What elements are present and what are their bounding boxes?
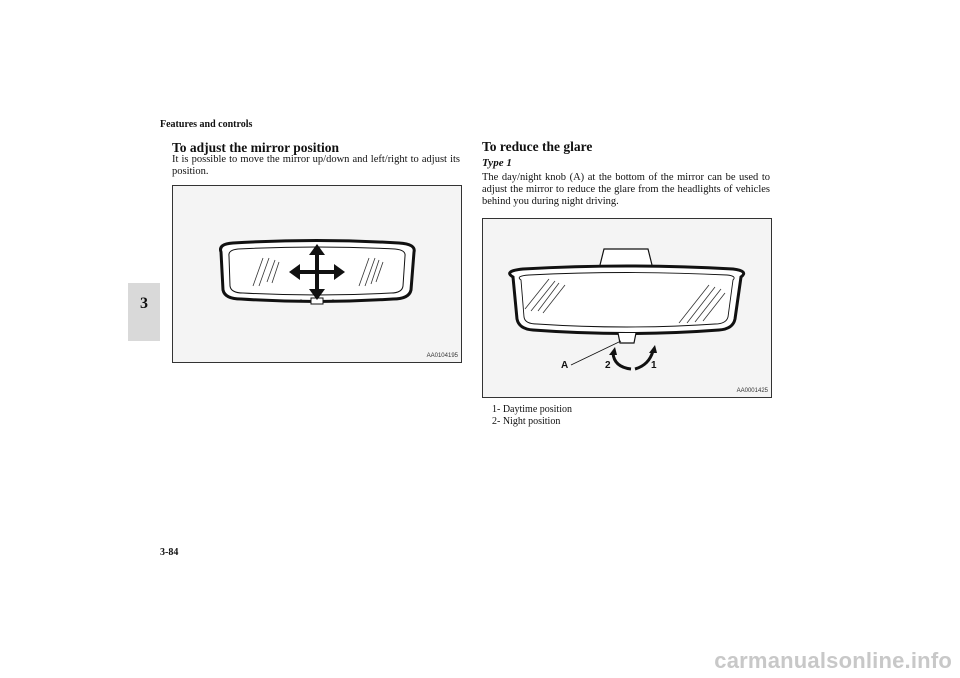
legend-item: 2- Night position <box>492 416 561 427</box>
paragraph-reduce-glare: The day/night knob (A) at the bottom of the mirror can be used to adjust the mirror to reduce the glare from the headlights of vehicles behind you during night driving. <box>482 172 770 207</box>
mirror-adjust-illustration <box>173 186 461 362</box>
subheading-type-1: Type 1 <box>482 157 512 169</box>
heading-reduce-glare: To reduce the glare <box>482 139 593 154</box>
day-night-mirror-illustration <box>483 219 771 397</box>
figure-day-night-knob <box>482 218 772 398</box>
chapter-tab <box>128 283 160 341</box>
paragraph-adjust-mirror: It is possible to move the mirror up/down and left/right to adjust its position. <box>172 154 460 177</box>
running-header: Features and controls <box>160 119 253 130</box>
page-number: 3-84 <box>160 547 179 558</box>
chapter-number: 3 <box>140 295 148 312</box>
figure-legend <box>492 404 572 428</box>
label-day-1: 1 <box>651 360 657 371</box>
label-night-2: 2 <box>605 360 611 371</box>
label-knob-a: A <box>561 360 569 371</box>
figure-mirror-adjust <box>172 185 462 363</box>
legend-item: 1- Daytime position <box>492 404 572 415</box>
watermark: carmanualsonline.info <box>714 648 952 673</box>
figure-code: AA0001425 <box>736 388 768 394</box>
heading-adjust-mirror: To adjust the mirror position <box>172 140 340 155</box>
figure-code: AA0104195 <box>426 353 458 359</box>
